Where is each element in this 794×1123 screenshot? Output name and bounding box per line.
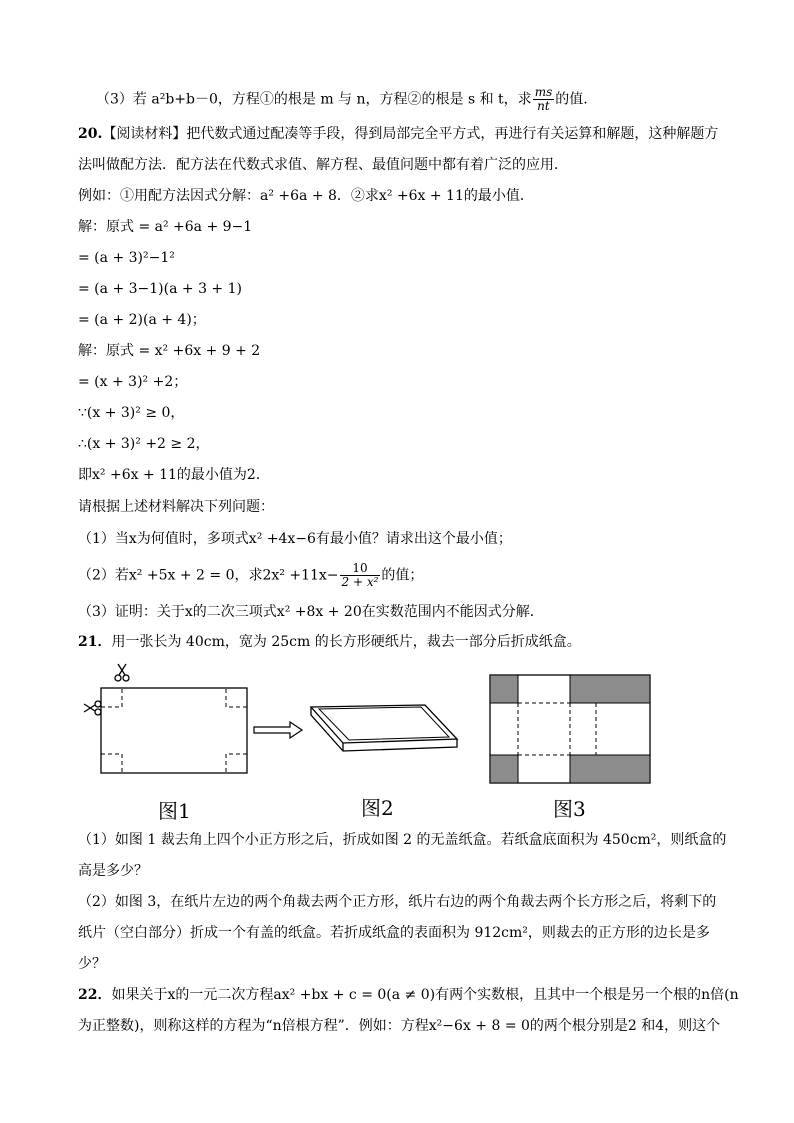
q20-sol2-line: 即x² +6x + 11的最小值为2．: [78, 467, 270, 483]
q21-stem: [78, 632, 581, 652]
q20-part2: [78, 562, 423, 589]
q20-intro-line1: [78, 124, 718, 144]
scissors-side-icon: [84, 701, 101, 715]
q20-sol2-line: ∴(x + 3)² +2 ≥ 2，: [78, 436, 210, 452]
q20-intro-text1: 【阅读材料】把代数式通过配凑等手段，得到局部完全平方式，再进行有关运算和解题，这种解题方: [102, 126, 719, 142]
q22-number: 22．: [78, 987, 112, 1003]
q20-number: 20.: [78, 126, 103, 142]
q22-text1: 如果关于x的一元二次方程ax² +bx + c = 0(a ≠ 0)有两个实数根，且其中一个根是另一个根的n倍(n: [111, 987, 739, 1003]
scissors-icon: [115, 664, 129, 681]
q19-part3: [96, 86, 588, 113]
q20-part3: （3）证明：关于x的二次三项式x² +8x + 20在实数范围内不能因式分解．: [78, 604, 544, 620]
q20-prompt: 请根据上述材料解决下列问题：: [78, 499, 274, 515]
q21-part2-line2: 纸片（空白部分）折成一个有盖的纸盒。若折成纸盒的表面积为 912cm²，则裁去的正方形的边长是多: [78, 925, 710, 941]
q20-sol1-line: = (a + 3)²−1²: [78, 250, 175, 266]
q21-part1-line2: 高是多少？: [78, 863, 148, 879]
q21-part2-line1: （2）如图 3，在纸片左边的两个角裁去两个正方形，纸片右边的两个角裁去两个长方形之后，将剩下的: [78, 894, 717, 910]
q19-part3-text: （3）若 a²b+b－0，方程①的根是 m 与 n，方程②的根是 s 和 t，求: [96, 91, 532, 108]
figure-3-lidded-net: [488, 673, 654, 785]
q20-sol1-line: = (a + 2)(a + 4)；: [78, 312, 206, 328]
q19-fraction-num: ms: [534, 85, 553, 99]
q20-sol2-line: 解：原式 = x² +6x + 9 + 2: [78, 343, 261, 359]
q20-part2-num: 10: [340, 562, 381, 576]
q21-number: 21．: [78, 634, 112, 650]
q20-sol2-line: ∵(x + 3)² ≥ 0，: [78, 405, 185, 421]
q20-sol1-line: 解：原式 = a² +6a + 9−1: [78, 219, 253, 235]
q21-part2-line3: 少？: [78, 956, 106, 972]
q19-part3-end: 的值.: [555, 91, 588, 108]
q21-stem-text: 用一张长为 40cm，宽为 25cm 的长方形硬纸片，裁去一部分后折成纸盒。: [111, 634, 581, 650]
figure-2-caption: 图2: [361, 796, 394, 820]
arrow-icon: [254, 722, 302, 738]
q19-fraction-den: nt: [537, 99, 550, 113]
q20-part1: （1）当x为何值时，多项式x² +4x−6有最小值？请求出这个最小值；: [78, 531, 512, 547]
q20-part2-den: 2 + x²: [341, 575, 379, 589]
figure-1-cardboard: [70, 660, 310, 780]
q20-sol1-line: = (a + 3−1)(a + 3 + 1): [78, 281, 242, 297]
q20-sol2-line: = (x + 3)² +2；: [78, 374, 188, 390]
figure-3-caption: 图3: [553, 797, 586, 821]
figure-1-caption: 图1: [158, 799, 191, 823]
q20-intro-line2: 法叫做配方法．配方法在代数式求值、解方程、最值问题中都有着广泛的应用．: [78, 157, 568, 173]
q20-part2-text: （2）若x² +5x + 2 = 0，求2x² +11x−: [78, 567, 339, 584]
q19-fraction: [533, 86, 555, 113]
q22-line1: [78, 985, 739, 1005]
figure-2-open-box: [305, 695, 465, 755]
q20-part2-end: 的值；: [381, 567, 424, 584]
q21-part1-line1: （1）如图 1 裁去角上四个小正方形之后，折成如图 2 的无盖纸盒。若纸盒底面积为 450cm²，则纸盒的: [78, 832, 727, 848]
q20-example: 例如：①用配方法因式分解：a² +6a + 8．②求x² +6x + 11的最小值．: [78, 188, 534, 204]
q20-part2-fraction: [340, 562, 381, 589]
q22-line2: 为正整数)，则称这样的方程为“n倍根方程”．例如：方程x²−6x + 8 = 0的两个根分别是2 和4，则这个: [78, 1018, 721, 1034]
